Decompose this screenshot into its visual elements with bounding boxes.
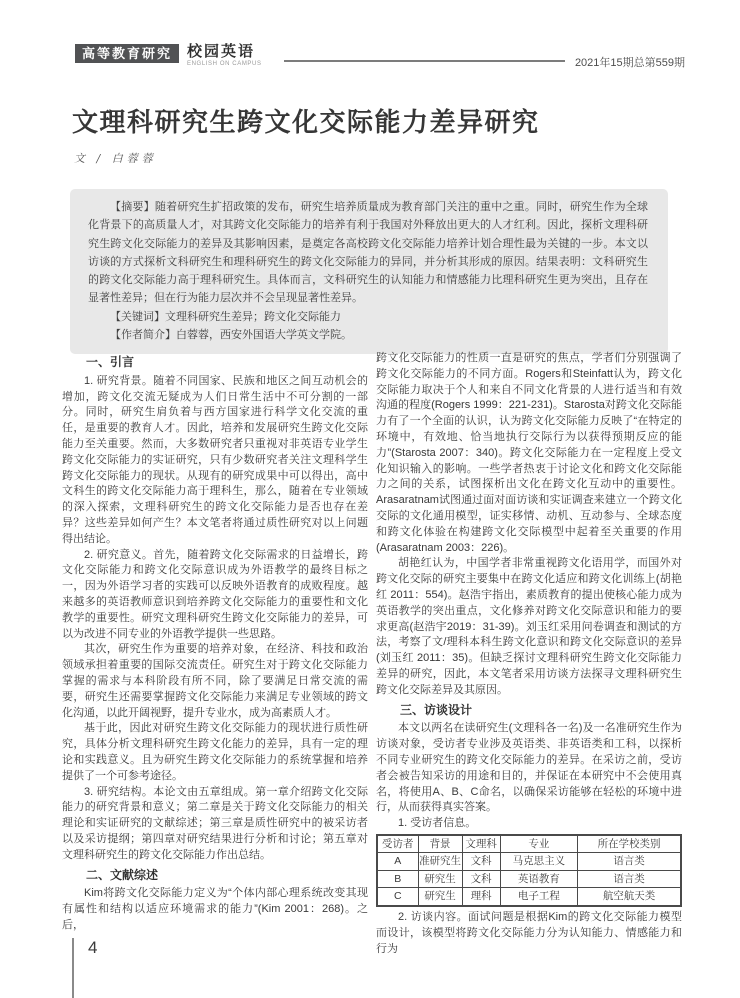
table-cell: 马克思主义 [500, 853, 578, 871]
paragraph: 其次，研究生作为重要的培养对象，在经济、科技和政治领域承担着重要的国际交流责任。研究生对于跨文化交际能力掌握的需求与本科阶段有所不同，除了要满足日常交流的需要，研究生还需要掌握跨文化交际能力来满足专业领域的跨文化沟通，以此开阔视野，提升专业水，成为高素质人才。 [62, 643, 368, 719]
table-header-cell: 受访者 [377, 835, 418, 853]
page-header [75, 44, 685, 70]
right-column [376, 351, 682, 957]
table-cell: 英语教育 [500, 870, 578, 888]
paragraph: Kim将跨文化交际能力定义为“个体内部心理系统改变其现有属性和结构以适应环境需求的能力”(Kim 2001：268)。之后， [62, 887, 368, 931]
table-cell: B [377, 870, 418, 888]
author-bio-line: 【作者简介】白蓉蓉，西安外国语大学英文学院。 [110, 329, 352, 342]
table-cell: 文科 [462, 853, 500, 871]
table-header-row [377, 835, 681, 853]
table-header-cell: 所在学校类别 [578, 835, 681, 853]
table-cell: A [377, 853, 418, 871]
page-number: 4 [88, 938, 98, 957]
paragraph: 2. 访谈内容。面试问题是根据Kim的跨文化交际能力模型而设计，该模型将跨文化交际能力分为认知能力、情感能力和行为 [376, 910, 682, 955]
paragraph: 3. 研究结构。本论文由五章组成。第一章介绍跨文化交际能力的研究背景和意义；第二章是关于跨文化交际能力的相关理论和实证研究的文献综述；第三章是质性研究中的被采访者以及采访提纲；第四章对研究结果进行分析和讨论；第五章对文理科研究生的跨文化交际能力作出总结。 [62, 785, 368, 861]
table-row [377, 888, 681, 906]
table-header-cell: 文理科 [462, 835, 500, 853]
article-body [62, 351, 682, 957]
left-column [62, 351, 368, 957]
journal-brand [187, 44, 262, 67]
table-cell: 研究生 [418, 888, 462, 906]
respondent-info-table [376, 834, 682, 907]
journal-section-badge: 高等教育研究 [75, 44, 179, 63]
section-heading-introduction: 一、引言 [86, 355, 135, 369]
article-byline: 文 / 白蓉蓉 [74, 152, 157, 165]
issue-info: 2021年15期总第559期 [574, 57, 685, 69]
abstract-box [70, 189, 668, 354]
paragraph: 本文以两名在读研究生(文理科各一名)及一名准研究生作为访谈对象，受访者专业涉及英语类、非英语类和工科，以探析不同专业研究生的跨文化交际能力的差异。在采访之前，受访者会被告知采访的用途和目的，并保证在本研究中不会使用真名，将使用A、B、C命名，以确保采访能够在轻松的环境中进行，从而获得真实答案。 [376, 722, 682, 814]
table-header-cell: 背景 [418, 835, 462, 853]
journal-brand-name: 校园英语 [187, 43, 256, 60]
table-cell: 航空航天类 [578, 888, 681, 906]
keywords-line: 【关键词】文理科研究生差异；跨文化交际能力 [110, 310, 341, 323]
table-cell: C [377, 888, 418, 906]
table-cell: 文科 [462, 870, 500, 888]
paragraph: 基于此，因此对研究生跨文化交际能力的现状进行质性研究，具体分析文理科研究生跨文化能力的差异，具有一定的理论和实践意义。且为研究生跨文化交际能力的系统掌握和培养提供了一个可参考途径。 [62, 722, 368, 782]
table-row [377, 870, 681, 888]
paragraph: 胡艳红认为，中国学者非常重视跨文化语用学，而国外对跨文化交际的研究主要集中在跨文化适应和跨文化训练上(胡艳红 2011：554)。赵浩宇指出，素质教育的提出使核心能力成为英语教学的突出重点，文化修养对跨文化交际意识和能力的要求更高(赵浩宇2019：31-39)。刘玉红采用问卷调查和测试的方法，考察了文/理科本科生跨文化意识和跨文化交际意识的差异(刘玉红 2011：35)。但缺乏探讨文理科研究生跨文化交际能力差异的研究，因此，本文笔者采用访谈方法探寻文理科研究生跨文化交际差异及其原因。 [376, 557, 682, 696]
paragraph: 2. 研究意义。首先，随着跨文化交际需求的日益增长，跨文化交际能力和跨文化交际意识成为外语教学的最终目标之一，因为外语学习者的实践可以反映外语教育的成败程度。越来越多的英语教师意识到培养跨文化交际能力的重要性和文化教学的重要性。研究文理科研究生跨文化交际能力的差异，可以为改进不同专业的外语教学提供一些思路。 [62, 548, 368, 640]
footer-rule [72, 938, 74, 998]
paragraph: 跨文化交际能力的性质一直是研究的焦点，学者们分别强调了跨文化交际能力的不同方面。Rogers和Steinfatt认为，跨文化交际能力取决于个人和来自不同文化背景的人进行适当和有效沟通的程度(Rogers 1999：221-231)。Starosta对跨文化交际能力有了一个全面的认识，认为跨文化交际能力反映了“在特定的环境中，有效地、恰当地执行交际行为以获得预期反应的能力”(Starosta 2007：340)。跨文化交际能力在一定程度上受文化知识输入的影响。一些学者热衷于讨论文化和跨文化交际能力之间的关系，试图探析出文化在跨文化互动中的重要性。Arasaratnam试图通过面对面访谈和实证调查来建立一个跨文化交际的文化通用模型，证实移情、动机、互动参与、全球态度和跨文化体验在构建跨文化交际模型中起着至关重要的作用(Arasaratnam 2003：226)。 [376, 352, 682, 554]
section-heading-interview-design: 三、访谈设计 [400, 702, 473, 717]
table-cell: 理科 [462, 888, 500, 906]
table-cell: 电子工程 [500, 888, 578, 906]
abstract-text: 【摘要】随着研究生扩招政策的发布，研究生培养质量成为教育部门关注的重中之重。同时，研究生作为全球化背景下的高质量人才，对其跨文化交际能力的培养有利于我国对外释放出更大的人才红利。因此，探析文理科研究生跨文化交际能力的差异及其影响因素，是奠定各高校跨文化交际能力培养计划合理性最为关键的一步。本文以访谈的方式探析文科研究生和理科研究生的跨文化交际能力的异同，并分析其形成的原因。结果表明：文科研究生的跨文化交际能力高于理科研究生。具体而言，文科研究生的认知能力和情感能力比理科研究生更为突出，且存在显著性差异；但在行为能力层次并不会呈现显著性差异。 [88, 201, 648, 305]
journal-brand-subtitle: ENGLISH ON CAMPUS [187, 61, 262, 67]
paragraph: 1. 受访者信息。 [398, 817, 477, 830]
table-cell: 准研究生 [418, 853, 462, 871]
section-heading-literature-review: 二、文献综述 [86, 867, 159, 882]
article-title: 文理科研究生跨文化交际能力差异研究 [72, 107, 540, 137]
header-divider-line [284, 60, 565, 62]
paragraph: 1. 研究背景。随着不同国家、民族和地区之间互动机会的增加，跨文化交流无疑成为人们日常生活中不可分割的一部分。同时，研究生肩负着与西方国家进行科学文化交流的重任，是重要的教育人才。因此，培养和发展研究生跨文化交际能力至关重要。然而，大多数研究者只重视对非英语专业学生跨文化交际能力的实证研究，只有少数研究者关注文理科学生跨文化交际能力的现状。从现有的研究成果中可以得出，高中文科生的跨文化交际能力高于理科生，那么，随着在专业领域的深入探索，文理科研究生的跨文化交际能力是否也存在差异？这些差异如何产生？本文笔者将通过质性研究对以上问题得出结论。 [62, 374, 368, 545]
table-row [377, 853, 681, 871]
table-cell: 语言类 [578, 853, 681, 871]
table-cell: 语言类 [578, 870, 681, 888]
table-cell: 研究生 [418, 870, 462, 888]
table-header-cell: 专业 [500, 835, 578, 853]
